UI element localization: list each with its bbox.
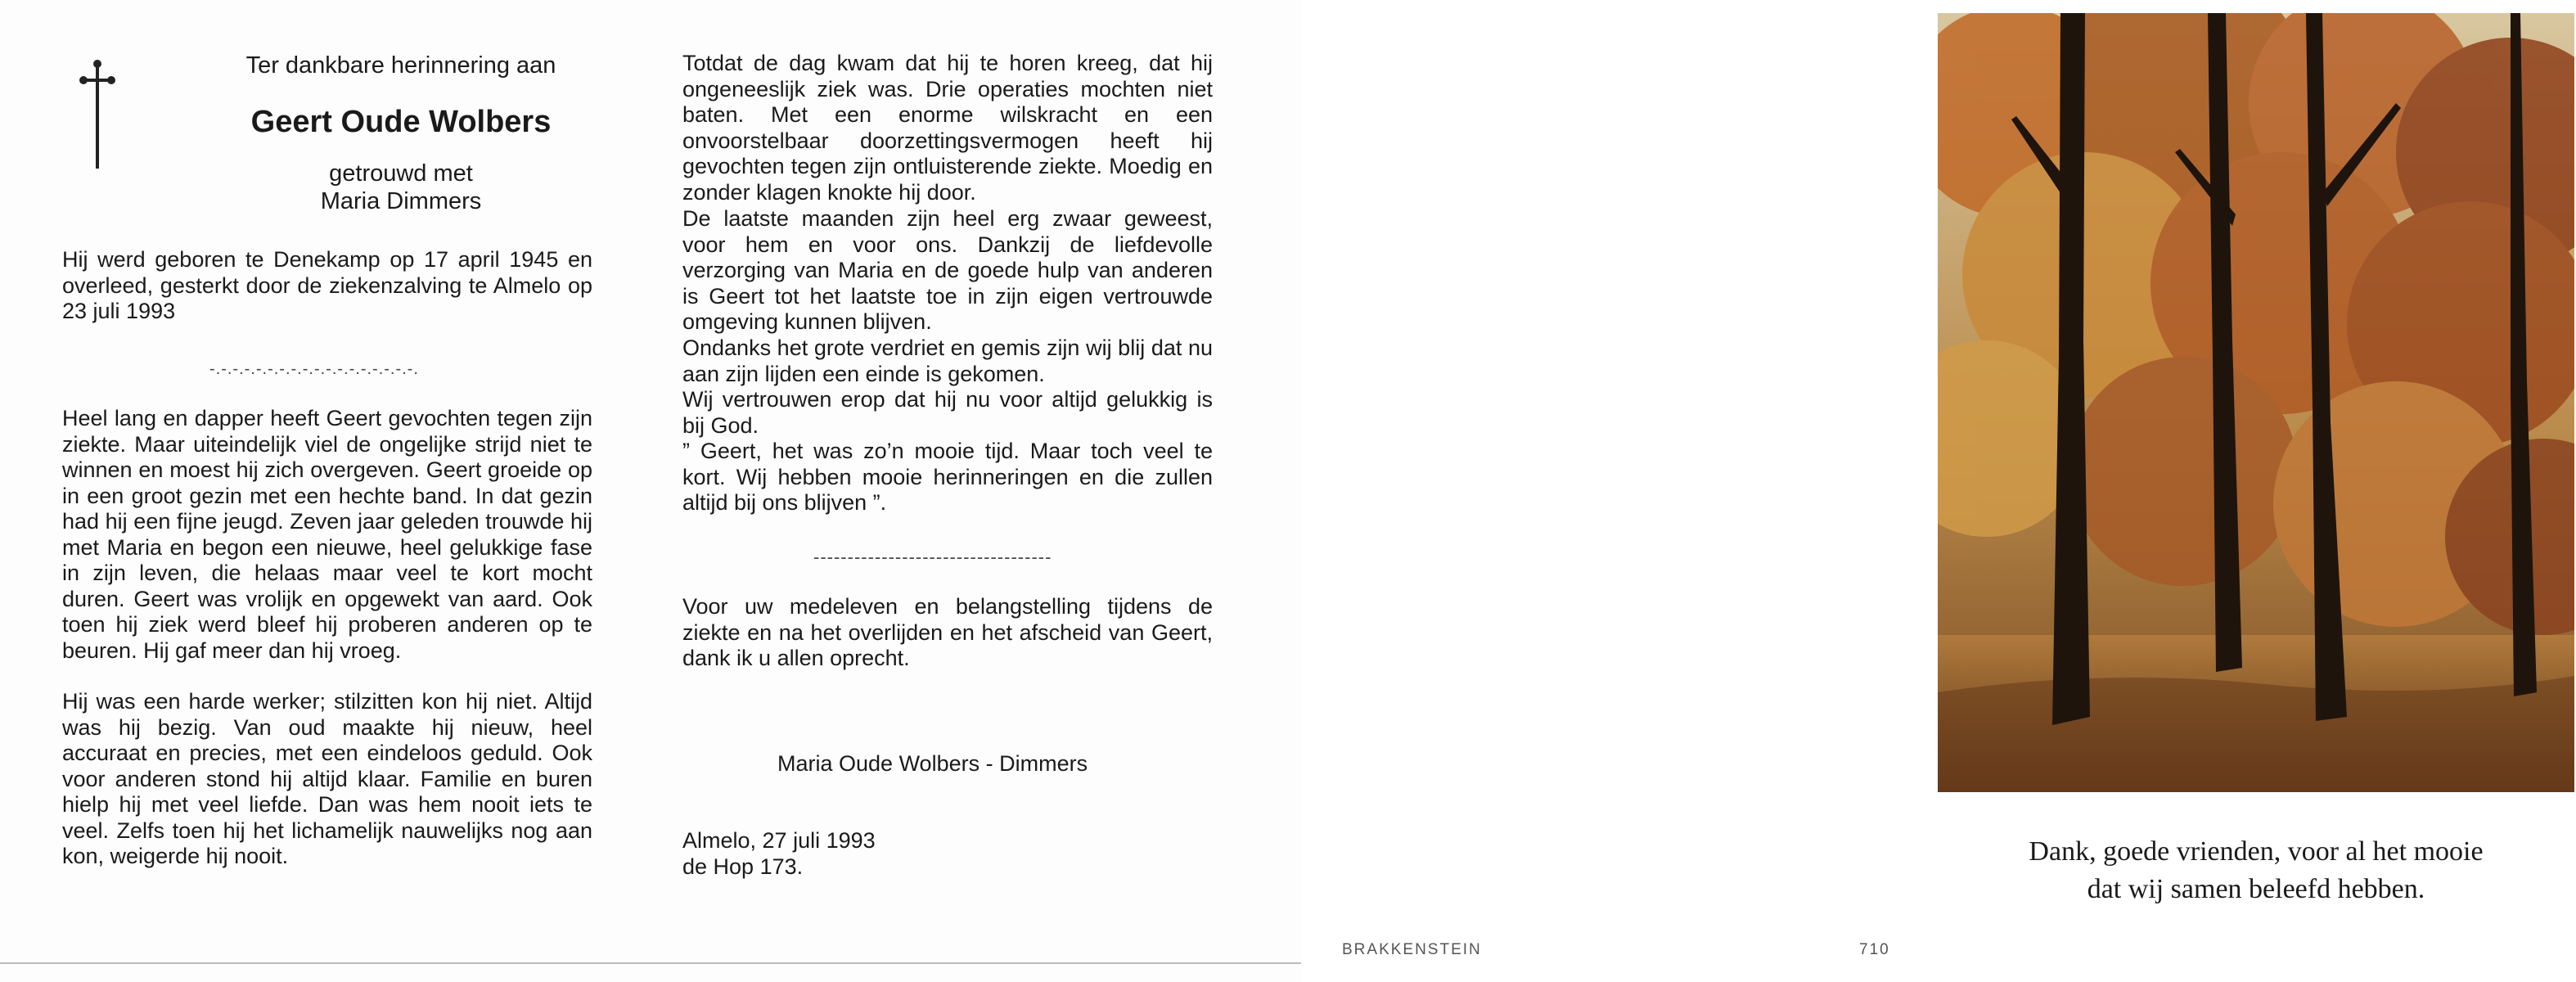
publisher-mark: BRAKKENSTEIN	[1342, 941, 1482, 958]
signature: Maria Oude Wolbers - Dimmers	[777, 751, 1088, 776]
story-paragraph: De laatste maanden zijn heel erg zwaar geweest, voor hem en voor ons. Dankzij de liefdevolle verzorging van Maria en de goede hulp van anderen is Geert tot het laatste toe in zijn eigen vertrouwde omgeving kunnen blijven.	[682, 206, 1213, 334]
story-paragraph: Wij vertrouwen erop dat hij nu voor altijd gelukkig is bij God.	[682, 387, 1213, 438]
separator-dots: -.-.-.-.-.-.-.-.-.-.-.-.-.-.-.-.-.-.	[209, 360, 419, 378]
intro-line: Ter dankbare herinnering aan	[245, 52, 556, 79]
autumn-trees-photo	[1938, 13, 2574, 792]
story-paragraph: Hij was een harde werker; stilzitten kon hij niet. Altijd was hij bezig. Van oud maakte hij nieuw, heel accuraat en precies, met een eindeloos geduld. Ook voor anderen stond hij altijd klaar. Familie en buren hielp hij met veel liefde. Dan was hem nooit iets te veel. Zelfs toen hij het lichamelijk nauwelijks nog aan kon, weigerde hij nooit.	[62, 689, 592, 868]
address: de Hop 173.	[682, 854, 804, 879]
spouse-name: Maria Dimmers	[320, 188, 482, 214]
married-line: getrouwd met	[329, 160, 473, 187]
thanks-paragraph: Voor uw medeleven en belangstelling tijdens de ziekte en na het overlijden en het afscheid van Geert, dank ik u allen oprecht.	[682, 594, 1213, 670]
cross-icon	[77, 57, 118, 172]
story-paragraph: Heel lang en dapper heeft Geert gevochten tegen zijn ziekte. Maar uiteindelijk viel de ongelijke strijd niet te winnen en moest hij zich overgeven. Geert groeide op in een groot gezin met een hechte band. In dat gezin had hij een fijne jeugd. Zeven jaar geleden trouwde hij met Maria en begon een nieuwe, heel gelukkige fase in zijn leven, die helaas maar veel te kort mocht duren. Geert was vrolijk en opgewekt van aard. Ook toen hij ziek werd bleef hij proberen anderen op te beuren. Hij gaf meer dan hij vroeg.	[62, 406, 592, 663]
fold-rule	[0, 962, 1301, 964]
separator-dashes: -----------------------------------	[813, 547, 1052, 567]
birth-death-paragraph: Hij werd geboren te Denekamp op 17 april 1945 en overleed, gesterkt door de ziekenzalving te Almelo op 23 juli 1993	[62, 247, 592, 323]
place-date: Almelo, 27 juli 1993	[682, 828, 876, 853]
quote-paragraph: ” Geert, het was zo’n mooie tijd. Maar toch veel te kort. Wij hebben mooie herinneringen en die zullen altijd bij ons blijven ”.	[682, 439, 1213, 515]
story-paragraph: Ondanks het grote verdriet en gemis zijn wij blij dat nu aan zijn lijden een einde is gekomen.	[682, 336, 1213, 386]
photo-caption-line: dat wij samen beleefd hebben.	[2087, 874, 2425, 904]
deceased-name: Geert Oude Wolbers	[250, 105, 552, 139]
card-number: 710	[1859, 941, 1890, 958]
photo-caption-line: Dank, goede vrienden, voor al het mooie	[2029, 836, 2484, 867]
story-paragraph: Totdat de dag kwam dat hij te horen kreeg, dat hij ongeneeslijk ziek was. Drie operaties mochten niet baten. Met een enorme wilskracht en een onvoorstelbaar doorzettingsvermogen heeft hij gevochten tegen zijn ontluisterende ziekte. Moedig en zonder klagen knokte hij door.	[682, 51, 1213, 205]
